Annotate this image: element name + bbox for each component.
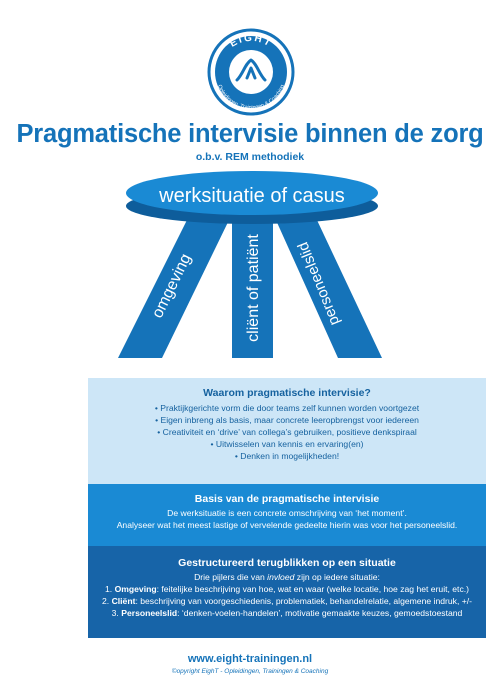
website-link[interactable]: www.eight-trainingen.nl — [187, 653, 313, 665]
structured-item: 3. Personeelslid: ‘denken-voelen-handelen’, motivatie gemaakte keuzes, gemoedstoestand — [111, 608, 463, 618]
why-panel — [88, 378, 486, 484]
copyright-text: ©opyright EighT - Opleidingen, Trainingen & Coaching — [171, 668, 329, 675]
page-title: Pragmatische intervisie binnen de zorg — [16, 120, 484, 148]
why-bullet: • Praktijkgerichte vorm die door teams zelf kunnen worden voortgezet — [154, 403, 420, 413]
why-title: Waarom pragmatische intervisie? — [203, 387, 371, 399]
leg-label-omgeving: omgeving — [149, 251, 195, 321]
seat-label: werksituatie of casus — [159, 185, 345, 207]
structured-panel — [88, 546, 486, 638]
why-bullet: • Denken in mogelijkheden! — [234, 451, 340, 461]
basis-title: Basis van de pragmatische intervisie — [194, 493, 380, 505]
basis-line: Analyseer wat het meest lastige of vervelende gedeelte hierin was voor het personeelslid. — [116, 520, 458, 530]
structured-item: 1. Omgeving: feitelijke beschrijving van hoe, wat en waar (welke locatie, hoe zag het eruit, etc.) — [105, 584, 469, 594]
eight-logo — [207, 28, 295, 116]
structured-item: 2. Cliënt: beschrijving van voorgeschiedenis, problematiek, behandelrelatie, algemene indruk, +/- — [102, 596, 472, 606]
logo-tagline: Opleidingen, Trainingen & Coaching — [216, 83, 286, 112]
basis-panel — [88, 484, 486, 546]
why-bullet: • Uitwisselen van kennis en ervaring(en) — [210, 439, 364, 449]
structured-intro: Drie pijlers die van invloed zijn op iedere situatie: — [194, 572, 380, 582]
why-bullet: • Eigen inbreng als basis, maar concrete leeropbrengst voor iedereen — [155, 415, 419, 425]
logo-name: EIGHT — [228, 32, 275, 50]
page-subtitle: o.b.v. REM methodiek — [195, 151, 305, 163]
leg-label-personeelslid: personeelslid — [294, 239, 344, 328]
why-bullet: • Creativiteit en ‘drive’ van collega’s gebruiken, positieve denkspiraal — [157, 427, 417, 437]
basis-line: De werksituatie is een concrete omschrijving van ‘het moment’. — [167, 508, 407, 518]
structured-title: Gestructureerd terugblikken op een situatie — [178, 557, 396, 569]
leg-label-client: cliënt of patiënt — [245, 234, 262, 342]
stool-diagram — [0, 160, 500, 370]
